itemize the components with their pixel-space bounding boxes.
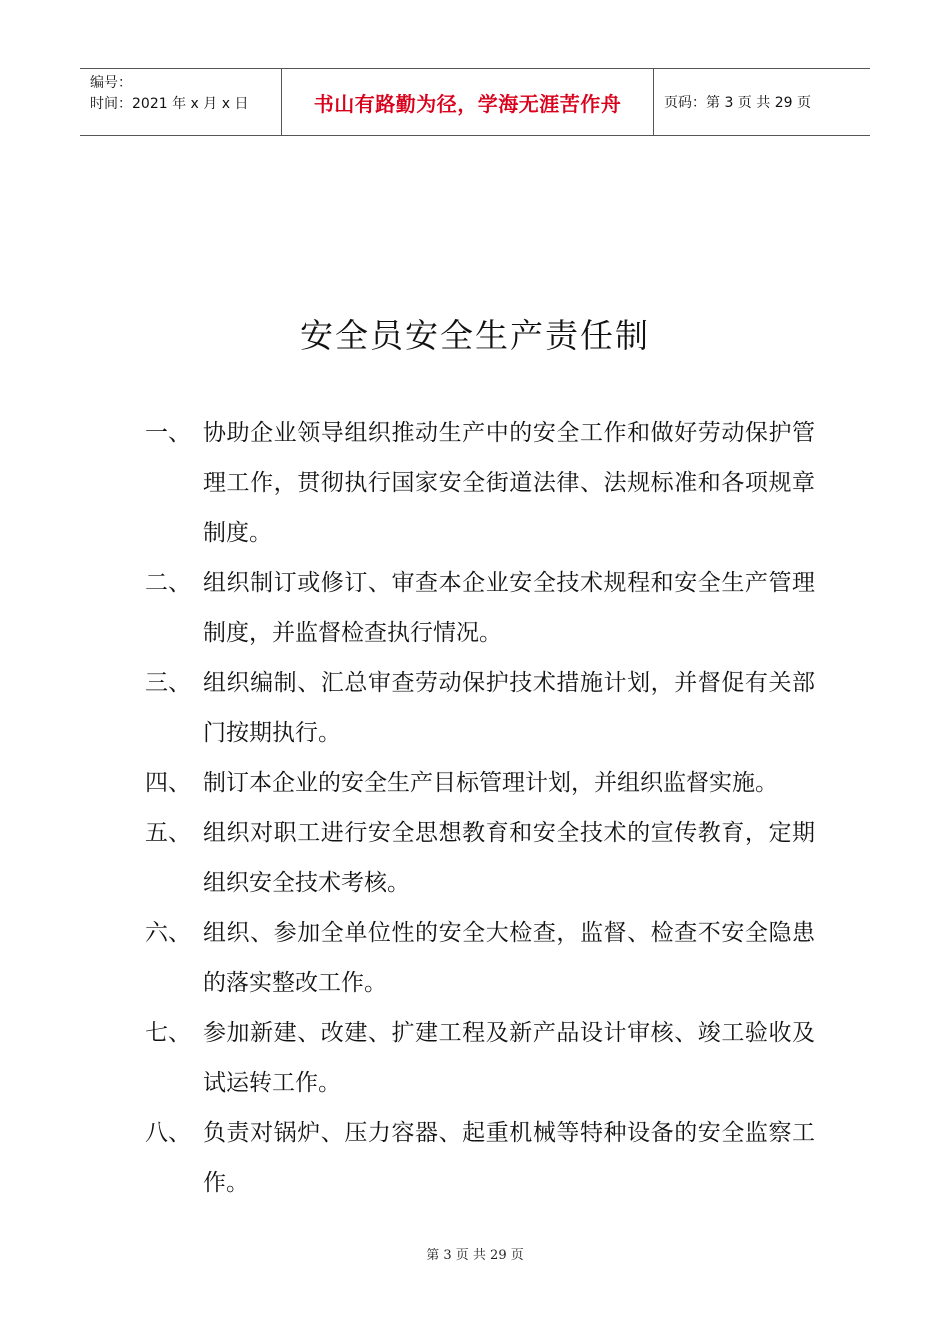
list-item-text: 制订本企业的安全生产目标管理计划，并组织监督实施。: [203, 770, 778, 796]
list-item: [145, 408, 815, 558]
list-item-text: 协助企业领导组织推动生产中的安全工作和做好劳动保护管理工作，贯彻执行国家安全街道法律、法规标准和各项规章制度。: [203, 420, 815, 546]
document-number-label: 编号：: [90, 75, 132, 91]
list-item-number: 五、: [145, 820, 191, 846]
page-footer: 第 3 页 共 29 页: [426, 1248, 524, 1263]
header-page-info: 页码：第 3 页 共 29 页: [664, 95, 811, 111]
list-item-number: 二、: [145, 570, 191, 596]
list-item-number: 四、: [145, 770, 191, 796]
list-item: [145, 758, 815, 808]
responsibility-list: [145, 408, 815, 1208]
header-motto: 书山有路勤为径，学海无涯苦作舟: [313, 91, 622, 116]
list-item: [145, 558, 815, 658]
list-item-number: 三、: [145, 670, 191, 696]
document-time-label: 时间：2021 年 x 月 x 日: [90, 96, 249, 112]
list-item-text: 参加新建、改建、扩建工程及新产品设计审核、竣工验收及试运转工作。: [203, 1020, 815, 1096]
list-item-text: 组织、参加全单位性的安全大检查，监督、检查不安全隐患的落实整改工作。: [203, 920, 815, 996]
list-item-text: 负责对锅炉、压力容器、起重机械等特种设备的安全监察工作。: [203, 1120, 815, 1196]
list-item-text: 组织对职工进行安全思想教育和安全技术的宣传教育，定期组织安全技术考核。: [203, 820, 815, 896]
list-item: [145, 658, 815, 758]
list-item: [145, 908, 815, 1008]
list-item-number: 六、: [145, 920, 191, 946]
header-motto-cell: [282, 69, 654, 135]
list-item-number: 七、: [145, 1020, 191, 1046]
list-item-number: 八、: [145, 1120, 191, 1146]
list-item-number: 一、: [145, 420, 191, 446]
list-item-text: 组织编制、汇总审查劳动保护技术措施计划，并督促有关部门按期执行。: [203, 670, 815, 746]
list-item: [145, 808, 815, 908]
list-item-text: 组织制订或修订、审查本企业安全技术规程和安全生产管理制度，并监督检查执行情况。: [203, 570, 815, 646]
list-item: [145, 1108, 815, 1208]
list-item: [145, 1008, 815, 1108]
header-meta: [80, 69, 282, 135]
page-header: [80, 68, 870, 136]
document-title: 安全员安全生产责任制: [300, 316, 650, 355]
